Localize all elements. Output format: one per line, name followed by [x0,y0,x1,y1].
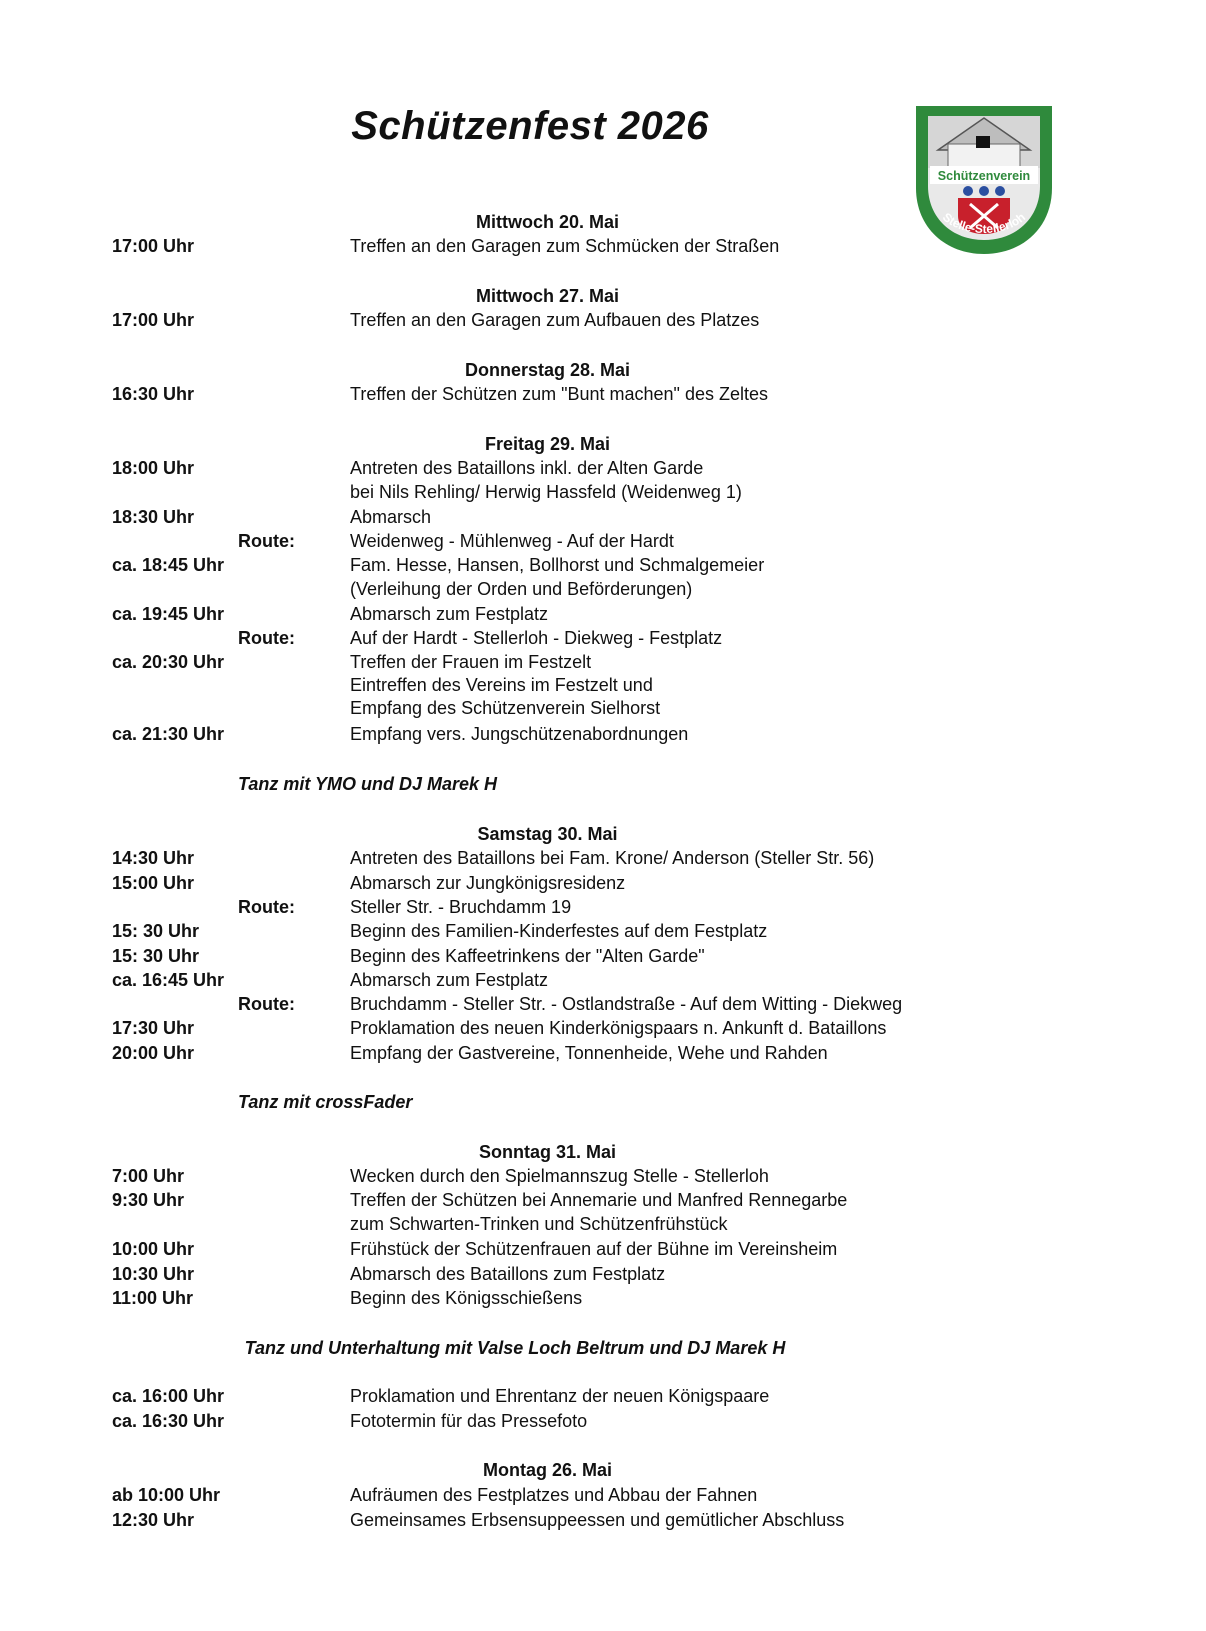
day-heading: Mittwoch 20. Mai [475,212,619,232]
route-label: Route: [238,531,295,551]
day-heading: Samstag 30. Mai [477,824,618,844]
event-description: Wecken durch den Spielmannszug Stelle - Stellerloh [350,1166,769,1186]
event-description: Beginn des Königsschießens [350,1288,583,1308]
event-time: 17:00 Uhr [112,236,195,256]
route-label: Route: [238,628,295,648]
event-time: 10:30 Uhr [112,1264,195,1284]
event-time: ca. 19:45 Uhr [112,604,225,624]
event-time: ca. 21:30 Uhr [112,724,225,744]
event-description: Treffen an den Garagen zum Schmücken der Straßen [350,236,780,256]
event-description: (Verleihung der Orden und Beförderungen) [350,579,693,599]
route-label: Route: [238,994,295,1014]
event-description: Bruchdamm - Steller Str. - Ostlandstraße - Auf dem Witting - Diekweg [350,994,903,1014]
event-description: Abmarsch zum Festplatz [350,970,549,990]
event-description: Empfang der Gastvereine, Tonnenheide, Wehe und Rahden [350,1043,828,1063]
event-time: ca. 16:45 Uhr [112,970,225,990]
event-description: Beginn des Kaffeetrinkens der "Alten Garde" [350,946,705,966]
event-time: 12:30 Uhr [112,1510,195,1530]
svg-text:Schützenverein: Schützenverein [937,169,1031,183]
event-time: 11:00 Uhr [112,1288,194,1308]
day-heading: Sonntag 31. Mai [478,1142,617,1162]
event-time: 15:00 Uhr [112,873,195,893]
event-time: 18:00 Uhr [112,458,195,478]
event-description: Aufräumen des Festplatzes und Abbau der Fahnen [350,1485,758,1505]
event-time: 20:00 Uhr [112,1043,195,1063]
day-heading: Montag 26. Mai [482,1460,612,1480]
event-time: ca. 20:30 Uhr [112,652,225,672]
event-time: 16:30 Uhr [112,384,195,404]
day-heading: Freitag 29. Mai [484,434,611,454]
event-description: bei Nils Rehling/ Herwig Hassfeld (Weidenweg 1) [350,482,742,502]
event-description: Treffen der Schützen zum "Bunt machen" des Zeltes [350,384,768,404]
event-description: Abmarsch des Bataillons zum Festplatz [350,1264,666,1284]
event-time: 17:00 Uhr [112,310,195,330]
event-time: ca. 16:00 Uhr [112,1386,225,1406]
event-description: zum Schwarten-Trinken und Schützenfrühstück [350,1214,728,1234]
event-description: Gemeinsames Erbsensuppeessen und gemütlicher Abschluss [350,1510,845,1530]
event-description: Empfang des Schützenverein Sielhorst [350,698,661,718]
event-description: Abmarsch zum Festplatz [350,604,549,624]
event-description: Steller Str. - Bruchdamm 19 [350,897,572,917]
event-time: 17:30 Uhr [112,1018,195,1038]
event-description: Fototermin für das Pressefoto [350,1411,588,1431]
event-time: 15: 30 Uhr [112,921,200,941]
event-description: Antreten des Bataillons inkl. der Alten Garde [350,458,704,478]
event-description: Abmarsch zur Jungkönigsresidenz [350,873,626,893]
event-description: Weidenweg - Mühlenweg - Auf der Hardt [350,531,674,551]
event-description: Empfang vers. Jungschützenabordnungen [350,724,689,744]
event-description: Eintreffen des Vereins im Festzelt und [350,675,653,695]
dance-note: Tanz und Unterhaltung mit Valse Loch Beltrum und DJ Marek H [244,1338,786,1358]
event-time: 18:30 Uhr [112,507,195,527]
dance-note: Tanz mit YMO und DJ Marek H [238,774,498,794]
route-label: Route: [238,897,295,917]
event-description: Treffen der Frauen im Festzelt [350,652,592,672]
event-time: 14:30 Uhr [112,848,195,868]
dance-note: Tanz mit crossFader [238,1092,413,1112]
event-description: Proklamation des neuen Kinderkönigspaars n. Ankunft d. Bataillons [350,1018,887,1038]
event-time: 15: 30 Uhr [112,946,200,966]
event-time: 7:00 Uhr [112,1166,185,1186]
event-description: Auf der Hardt - Stellerloh - Diekweg - Festplatz [350,628,723,648]
event-description: Treffen der Schützen bei Annemarie und Manfred Rennegarbe [350,1190,848,1210]
event-time: 10:00 Uhr [112,1239,195,1259]
svg-text:Stelle-Stellerloh: Stelle-Stellerloh [940,209,1028,237]
event-description: Fam. Hesse, Hansen, Bollhorst und Schmalgemeier [350,555,765,575]
event-description: Proklamation und Ehrentanz der neuen Königspaare [350,1386,770,1406]
event-description: Treffen an den Garagen zum Aufbauen des Platzes [350,310,760,330]
event-description: Abmarsch [350,507,432,527]
event-time: ca. 18:45 Uhr [112,555,225,575]
event-time: 9:30 Uhr [112,1190,185,1210]
page-title: Schützenfest 2026 [351,104,709,148]
event-time: ca. 16:30 Uhr [112,1411,225,1431]
day-heading: Donnerstag 28. Mai [464,360,631,380]
event-time: ab 10:00 Uhr [112,1485,221,1505]
club-crest-logo [914,104,1054,256]
event-description: Beginn des Familien-Kinderfestes auf dem Festplatz [350,921,768,941]
event-description: Antreten des Bataillons bei Fam. Krone/ Anderson (Steller Str. 56) [350,848,875,868]
event-description: Frühstück der Schützenfrauen auf der Bühne im Vereinsheim [350,1239,838,1259]
day-heading: Mittwoch 27. Mai [475,286,619,306]
